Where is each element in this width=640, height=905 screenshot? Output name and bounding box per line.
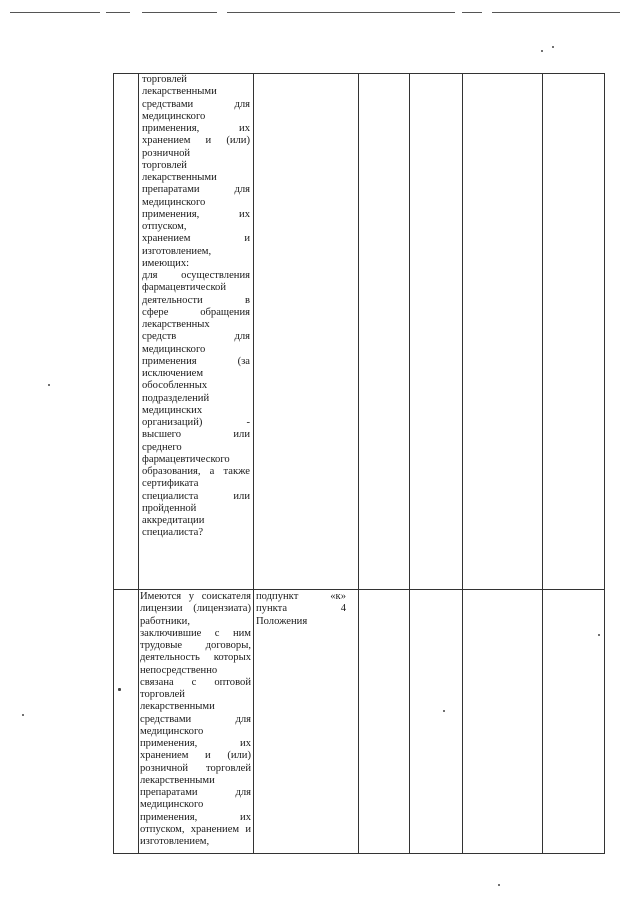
- text-line: отпуском,: [142, 221, 187, 232]
- word: хранением: [190, 823, 240, 835]
- word: (или): [226, 135, 250, 147]
- word: отпуском,: [140, 823, 185, 835]
- scan-speck: [48, 384, 50, 386]
- text-line: исключением: [142, 368, 204, 379]
- word: (за: [237, 355, 250, 367]
- text-line: лекарственными: [142, 172, 217, 183]
- word: заключившие: [140, 627, 202, 639]
- text-line: [140, 750, 251, 762]
- word: хранением: [140, 750, 189, 762]
- word: а: [209, 466, 215, 477]
- scan-edge-line: [10, 12, 100, 13]
- column-divider: [542, 74, 543, 853]
- word: их: [239, 123, 250, 134]
- word: организаций): [142, 417, 203, 428]
- text-line: [140, 628, 251, 640]
- word: образования,: [142, 466, 201, 477]
- text-line: [142, 307, 250, 319]
- text-line: медицинского: [140, 725, 204, 737]
- column-divider: [253, 74, 254, 853]
- word: применения: [142, 355, 197, 367]
- word: применения,: [140, 738, 198, 749]
- scan-speck: [552, 46, 554, 48]
- text-line: аккредитации: [142, 515, 205, 526]
- word: для: [234, 184, 250, 196]
- text-line: изготовлением,: [140, 836, 210, 847]
- text-line: [140, 824, 251, 836]
- word: для: [234, 98, 250, 110]
- text-line: медицинского: [142, 110, 206, 122]
- reference-word: подпункт: [256, 591, 299, 602]
- word: розничной: [140, 762, 189, 774]
- reference-word: 4: [340, 603, 346, 615]
- text-line: [140, 640, 251, 652]
- text-line: [140, 603, 251, 615]
- word: применения,: [142, 208, 200, 220]
- column-divider: [358, 74, 359, 853]
- text-line: [142, 466, 250, 478]
- text-line: подразделений: [142, 392, 210, 404]
- row2-legal-reference: [256, 591, 346, 628]
- text-line: [142, 331, 250, 343]
- column-divider: [462, 74, 463, 853]
- reference-word: «к»: [330, 591, 346, 602]
- text-line: [142, 429, 250, 441]
- text-line: лекарственными: [142, 86, 217, 98]
- word: соискателя: [201, 591, 251, 602]
- text-line: изготовлением,: [142, 245, 212, 257]
- word: Имеются: [140, 591, 182, 602]
- text-line: [142, 135, 250, 147]
- text-line: медицинского: [142, 343, 206, 355]
- text-line: [142, 270, 250, 282]
- word: средствами: [142, 98, 194, 110]
- word: договоры,: [205, 640, 251, 651]
- word: или: [233, 490, 250, 502]
- text-line: [142, 99, 250, 111]
- text-line: медицинских: [142, 404, 203, 416]
- text-line: среднего: [142, 441, 182, 453]
- word: осуществления: [181, 270, 250, 281]
- word: применения,: [142, 123, 200, 134]
- scan-speck: [498, 884, 500, 886]
- word: применения,: [140, 811, 198, 823]
- word: трудовые: [140, 640, 183, 651]
- word: средств: [142, 331, 177, 343]
- text-line: [140, 738, 251, 750]
- scan-edge-line: [142, 12, 217, 13]
- word: также: [223, 466, 250, 477]
- text-line: [142, 209, 250, 221]
- word: -: [246, 417, 250, 428]
- text-line: [140, 787, 251, 799]
- text-line: торговлей: [140, 689, 185, 700]
- word: деятельности: [142, 294, 203, 306]
- word: и: [245, 823, 251, 835]
- word: обращения: [200, 306, 250, 318]
- word: с: [214, 627, 220, 639]
- word: лицензии: [140, 603, 183, 615]
- row-divider: [114, 589, 604, 590]
- word: их: [239, 208, 250, 220]
- word: (или): [227, 750, 251, 762]
- word: с: [191, 676, 197, 688]
- column-divider: [409, 74, 410, 853]
- scan-edge-line: [227, 12, 455, 13]
- text-line: [142, 417, 250, 429]
- text-line: фармацевтической: [142, 282, 227, 294]
- word: и: [205, 750, 211, 762]
- text-line: [142, 295, 250, 307]
- word: хранением: [142, 233, 191, 245]
- word: связана: [140, 676, 174, 688]
- word: (лицензиата): [193, 603, 251, 615]
- word: их: [240, 738, 251, 749]
- text-line: [140, 677, 251, 689]
- column-divider: [138, 74, 139, 853]
- text-line: сертификата: [142, 478, 199, 490]
- text-line: [142, 233, 250, 245]
- word: для: [234, 331, 250, 343]
- word: препаратами: [142, 184, 200, 196]
- text-line: [140, 763, 251, 775]
- word: их: [240, 811, 251, 823]
- text-line: [140, 714, 251, 726]
- scan-speck: [541, 50, 543, 52]
- text-line: [140, 652, 251, 664]
- word: специалиста: [142, 490, 199, 502]
- word: деятельность: [140, 652, 200, 664]
- word: и: [244, 233, 250, 245]
- word: в: [244, 294, 250, 306]
- text-line: [140, 591, 251, 603]
- scan-speck: [22, 714, 24, 716]
- scan-edge-line: [106, 12, 130, 13]
- scan-edge-line: [462, 12, 482, 13]
- row1-requirement-text: [142, 74, 250, 540]
- text-line: розничной: [142, 147, 191, 159]
- word: средствами: [140, 713, 192, 725]
- word: торговлей: [206, 762, 251, 774]
- text-line: [142, 356, 250, 368]
- text-line: лекарственных: [142, 319, 210, 330]
- text-line: торговлей: [142, 159, 187, 171]
- text-line: [140, 812, 251, 824]
- word: или: [233, 429, 250, 441]
- text-line: специалиста?: [142, 527, 204, 539]
- word: сфере: [142, 306, 169, 318]
- word: хранением: [142, 135, 191, 147]
- text-line: лекарственными: [140, 701, 215, 713]
- scan-edge-line: [492, 12, 620, 13]
- text-line: медицинского: [140, 799, 204, 811]
- row2-requirement-text: [140, 591, 251, 848]
- reference-line: Положения: [256, 615, 308, 627]
- reference-line: [256, 603, 346, 615]
- text-line: лекарственными: [140, 774, 215, 786]
- word: для: [142, 270, 158, 281]
- word: для: [235, 713, 251, 725]
- text-line: пройденной: [142, 502, 197, 514]
- text-line: имеющих:: [142, 257, 190, 269]
- text-line: работники,: [140, 615, 190, 627]
- text-line: [142, 491, 250, 503]
- word: и: [205, 135, 212, 147]
- text-line: торговлей: [142, 74, 187, 85]
- word: высшего: [142, 429, 182, 441]
- text-line: [142, 123, 250, 135]
- word: ним: [232, 627, 251, 639]
- text-line: медицинского: [142, 196, 206, 208]
- word: у: [188, 591, 195, 602]
- word: оптовой: [214, 676, 251, 688]
- text-line: непосредственно: [140, 664, 218, 676]
- word: для: [235, 787, 251, 798]
- text-line: фармацевтического: [142, 453, 230, 465]
- reference-line: [256, 591, 346, 603]
- word: которых: [213, 652, 251, 664]
- text-line: [142, 184, 250, 196]
- reference-word: пункта: [256, 603, 288, 615]
- word: препаратами: [140, 787, 198, 798]
- text-line: обособленных: [142, 380, 208, 392]
